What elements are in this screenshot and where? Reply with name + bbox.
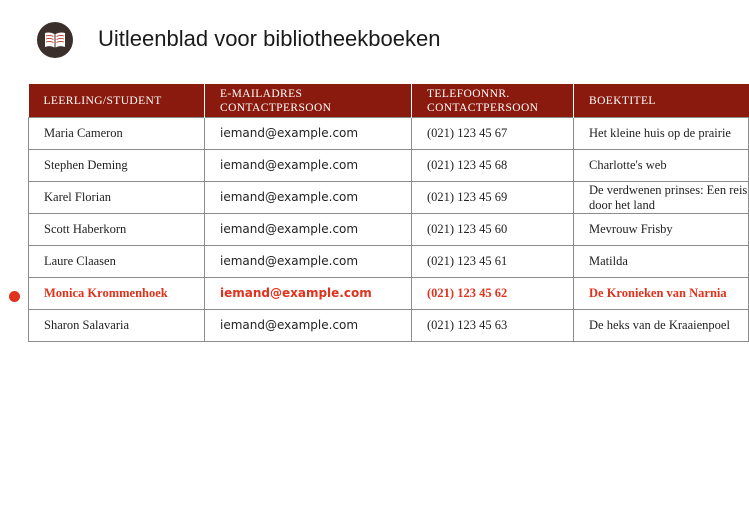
table-row[interactable] (29, 278, 749, 310)
header-label-line: CONTACTPERSOON (427, 101, 539, 114)
booktitle-cell: De heks van de Kraaienpoel (574, 310, 749, 342)
email-cell: iemand@example.com (205, 214, 412, 246)
email-cell: iemand@example.com (205, 118, 412, 150)
booktitle-cell: Charlotte's web (574, 150, 749, 182)
student-cell: Monica Krommenhoek (29, 278, 205, 310)
phone-cell: (021) 123 45 63 (412, 310, 574, 342)
booktitle-cell: Mevrouw Frisby (574, 214, 749, 246)
header-label-line: E-MAILADRES (220, 87, 303, 100)
table-row[interactable] (29, 310, 749, 342)
table-row[interactable] (29, 214, 749, 246)
booktitle-cell: Matilda (574, 246, 749, 278)
open-book-icon (37, 22, 73, 58)
page-title: Uitleenblad voor bibliotheekboeken (98, 26, 441, 51)
phone-cell: (021) 123 45 67 (412, 118, 574, 150)
student-cell: Laure Claasen (29, 246, 205, 278)
email-cell: iemand@example.com (205, 278, 412, 310)
phone-cell: (021) 123 45 68 (412, 150, 574, 182)
header-label-line: CONTACTPERSOON (220, 101, 332, 114)
table-row[interactable] (29, 118, 749, 150)
loan-table-container (28, 84, 748, 342)
phone-cell: (021) 123 45 62 (412, 278, 574, 310)
header-student (29, 84, 205, 118)
table-row[interactable] (29, 150, 749, 182)
header-email (205, 84, 412, 118)
booktitle-cell: Het kleine huis op de prairie (574, 118, 749, 150)
student-cell: Karel Florian (29, 182, 205, 214)
header-label-line: BOEKTITEL (589, 94, 656, 107)
booktitle-cell: De Kronieken van Narnia (574, 278, 749, 310)
phone-cell: (021) 123 45 69 (412, 182, 574, 214)
header-booktitle (574, 84, 749, 118)
email-cell: iemand@example.com (205, 246, 412, 278)
header-label-line: TELEFOONNR. (427, 87, 510, 100)
email-cell: iemand@example.com (205, 150, 412, 182)
student-cell: Sharon Salavaria (29, 310, 205, 342)
email-cell: iemand@example.com (205, 182, 412, 214)
student-cell: Scott Haberkorn (29, 214, 205, 246)
header-label-line: LEERLING/STUDENT (43, 94, 162, 107)
email-cell: iemand@example.com (205, 310, 412, 342)
table-row[interactable] (29, 182, 749, 214)
student-cell: Maria Cameron (29, 118, 205, 150)
table-header-row (29, 84, 749, 118)
student-cell: Stephen Deming (29, 150, 205, 182)
header-phone (412, 84, 574, 118)
loan-table (28, 84, 749, 342)
booktitle-cell: De verdwenen prinses: Een reis door het land (574, 182, 749, 214)
phone-cell: (021) 123 45 60 (412, 214, 574, 246)
highlight-marker-icon (9, 291, 20, 302)
table-row[interactable] (29, 246, 749, 278)
phone-cell: (021) 123 45 61 (412, 246, 574, 278)
